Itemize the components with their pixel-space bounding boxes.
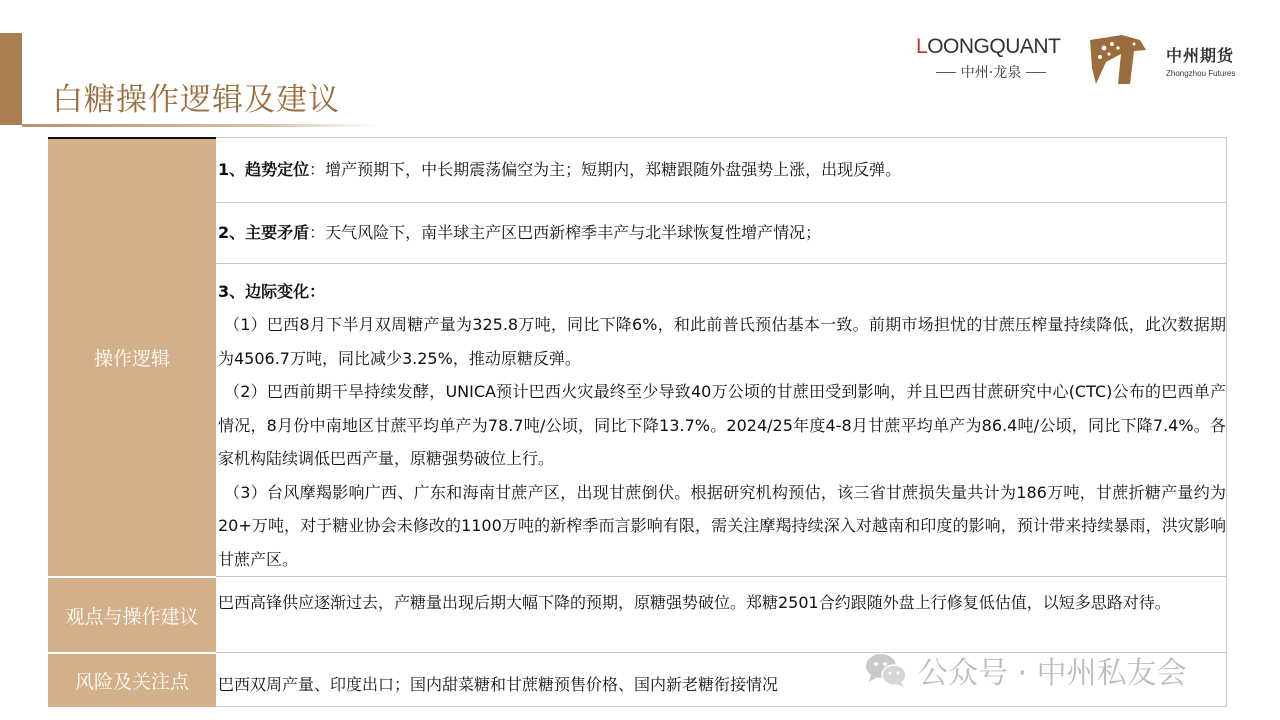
strategy-table: [48, 137, 1227, 707]
risk-points-content: 巴西双周产量、印度出口；国内甜菜糖和甘蔗糖预售价格、国内新老糖衔接情况: [216, 652, 1227, 707]
logic-item-contradiction-sep: ：: [309, 222, 326, 242]
view-and-advice-content: 巴西高锋供应逐渐过去，产糖量出现后期大幅下降的预期，原糖强势破位。郑糖2501合约跟随外盘上行修复低估值，以短多思路对待。: [216, 576, 1227, 652]
operation-logic-content: [216, 137, 1227, 576]
label-risk-points: 风险及关注点: [48, 652, 216, 707]
subtitle-dash-right: [1026, 72, 1046, 73]
logic-item-contradiction-body: 天气风险下，南半球主产区巴西新榨季丰产与北半球恢复性增产情况；: [325, 222, 822, 242]
marginal-change-paragraph-2: （2）巴西前期干旱持续发酵，UNICA预计巴西火灾最终至少导致40万公顷的甘蔗田受到影响，并且巴西甘蔗研究中心(CTC)公布的巴西单产情况，8月份中南地区甘蔗平均单产为78.7吨/公顷，同比下降13.7%。2024/25年度4-8月甘蔗平均单产为86.4吨/公顷，同比下降7.4%。各家机构陆续调低巴西产量，原糖强势破位上行。: [218, 382, 1226, 468]
zhongzhou-name-en: Zhongzhou Futures: [1166, 69, 1236, 78]
leopard-emblem-icon: [1088, 32, 1148, 88]
zhongzhou-name-cn: 中州期货: [1166, 46, 1235, 65]
loongquant-wordmark-rest: OONGQUANT: [927, 35, 1061, 58]
watermark: [864, 648, 1187, 692]
subtitle-dash-left: [936, 72, 956, 73]
label-operation-logic: 操作逻辑: [48, 137, 216, 576]
logic-item-marginal-change-head: 3、边际变化：: [218, 281, 326, 301]
logic-item-contradiction-head: 2、主要矛盾: [218, 222, 310, 242]
logic-item-trend-body: 增产预期下，中长期震荡偏空为主；短期内，郑糖跟随外盘强势上涨，出现反弹。: [325, 160, 902, 180]
title-accent-bar: [0, 33, 22, 125]
label-view-and-advice: 观点与操作建议: [48, 576, 216, 652]
title-underline: [22, 124, 377, 127]
page-title: 白糖操作逻辑及建议: [52, 82, 340, 118]
loongquant-wordmark-prefix: L: [916, 35, 928, 58]
logic-item-contradiction: [216, 203, 1226, 264]
logic-item-marginal-change: [216, 264, 1226, 577]
logic-item-trend-sep: ：: [309, 160, 326, 180]
marginal-change-paragraph-1: （1）巴西8月下半月双周糖产量为325.8万吨，同比下降6%，和此前普氏预估基本一致。前期市场担忧的甘蔗压榨量持续降低，此次数据期为4506.7万吨，同比减少3.25%，推动原糖反弹。: [218, 315, 1226, 368]
loongquant-wordmark: [916, 36, 1066, 58]
watermark-text: 公众号 · 中州私友会: [918, 656, 1187, 691]
zhongzhou-logo: [1166, 43, 1235, 78]
marginal-change-paragraph-3: （3）台风摩羯影响广西、广东和海南甘蔗产区，出现甘蔗倒伏。根据研究机构预估，该三省甘蔗损失量共计为186万吨，甘蔗折糖产量约为20+万吨，对于糖业协会未修改的1100万吨的新榨季而言影响有限，需关注摩羯持续深入对越南和印度的影响，预计带来持续暴雨，洪灾影响甘蔗产区。: [218, 482, 1226, 569]
wechat-icon: [864, 651, 908, 689]
loongquant-logo: [916, 36, 1066, 86]
loongquant-subtitle-row: [916, 62, 1066, 82]
logic-item-trend-head: 1、趋势定位: [218, 160, 310, 180]
loongquant-subtitle: 中州·龙泉: [960, 65, 1022, 81]
logic-item-trend: [216, 138, 1226, 203]
